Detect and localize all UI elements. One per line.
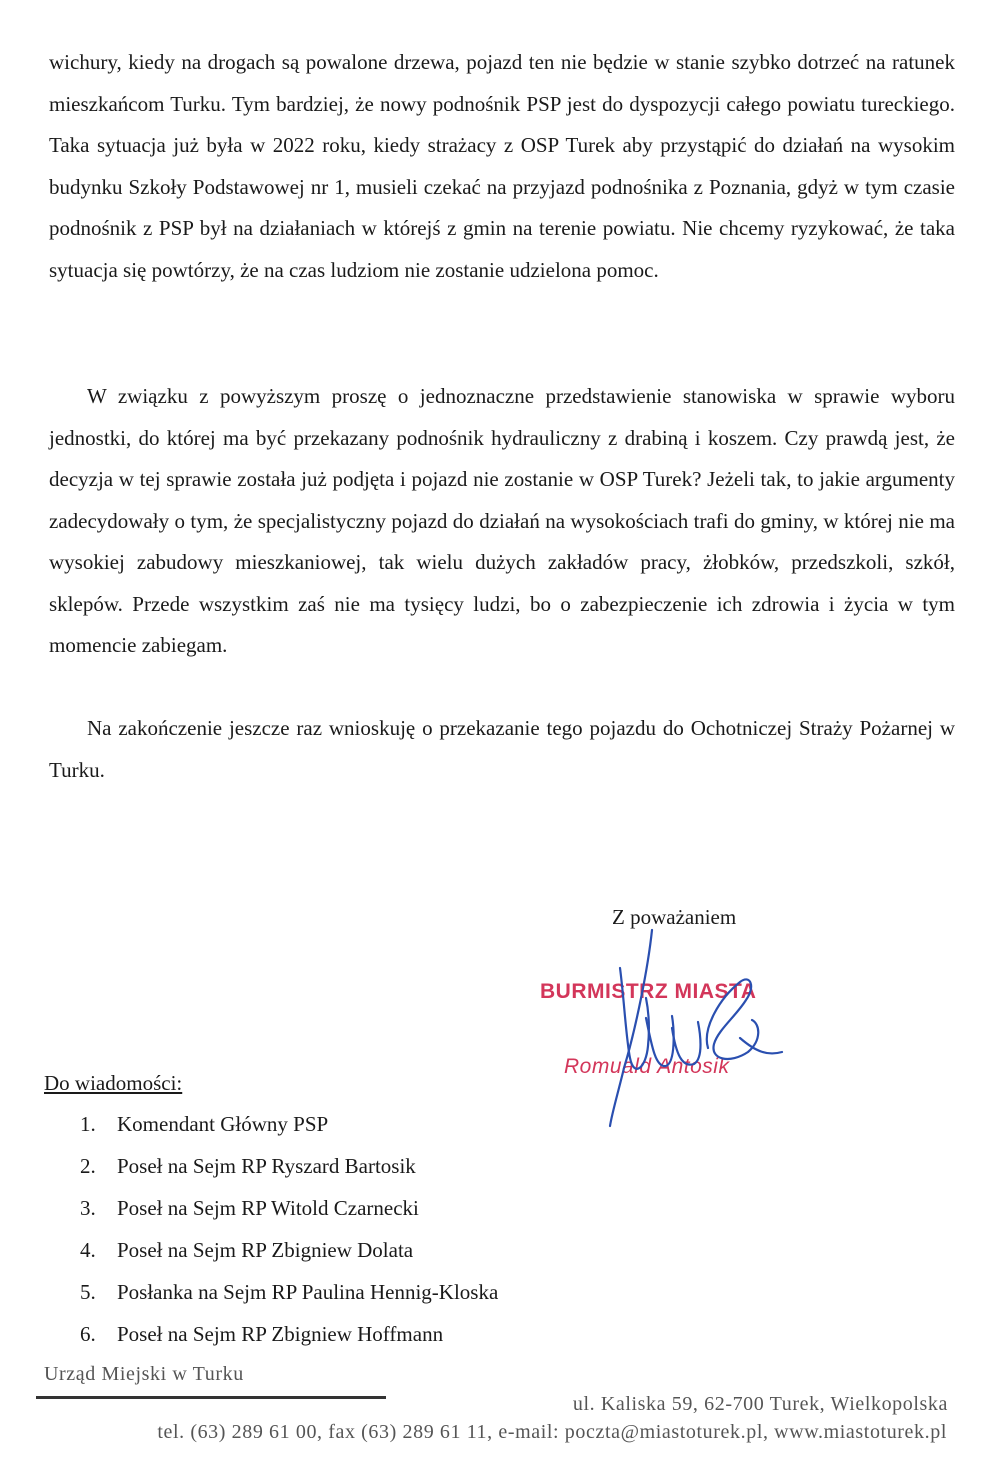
body-paragraph-1: wichury, kiedy na drogach są powalone drzewa, pojazd ten nie będzie w stanie szybko dotrzeć na ratunek mieszkańcom Turku. Tym bardziej, że nowy podnośnik PSP jest do dyspozycji całego powiatu tureckiego. Taka sytuacja już była w 2022 roku, kiedy strażacy z OSP Turek aby przystąpić do działań na wysokim budynku Szkoły Podstawowej nr 1, musieli czekać na przyjazd podnośnika z Poznania, gdyż w tym czasie podnośnik z PSP był na działaniach w którejś z gmin na terenie powiatu. Nie chcemy ryzykować, że taka sytuacja się powtórzy, że na czas ludziom nie zostanie udzielona pomoc. [49, 50, 955, 282]
recipient-item [80, 1231, 498, 1273]
recipient-number: 4. [80, 1238, 96, 1262]
recipients-list [80, 1105, 498, 1357]
recipient-text: Poseł na Sejm RP Witold Czarnecki [117, 1196, 419, 1220]
stamp-title: BURMISTRZ MIASTA [540, 980, 757, 1003]
recipient-text: Posłanka na Sejm RP Paulina Hennig-Kloska [117, 1280, 499, 1304]
recipient-item [80, 1315, 498, 1357]
body-paragraph-2: W związku z powyższym proszę o jednoznaczne przedstawienie stanowiska w sprawie wyboru jednostki, do której ma być przekazany podnośnik hydrauliczny z drabiną i koszem. Czy prawdą jest, że decyzja w tej sprawie została już podjęta i pojazd nie zostanie w OSP Turek? Jeżeli tak, to jakie argumenty zadecydowały o tym, że specjalistyczny pojazd do działań na wysokościach trafi do gminy, w której nie ma wysokiej zabudowy mieszkaniowej, tak wielu dużych zakładów pracy, żłobków, przedszkoli, szkół, sklepów. Przede wszystkim zaś nie ma tysięcy ludzi, bo o zabezpieczenie ich zdrowia i życia w tym momencie zabiegam. [49, 384, 955, 657]
body-paragraph-3: Na zakończenie jeszcze raz wnioskuję o przekazanie tego pojazdu do Ochotniczej Straży Pożarnej w Turku. [49, 716, 955, 782]
recipient-item [80, 1273, 498, 1315]
recipient-number: 5. [80, 1280, 96, 1304]
footer-office-name: Urząd Miejski w Turku [44, 1363, 244, 1385]
recipient-number: 3. [80, 1196, 96, 1220]
closing-greeting: Z poważaniem [612, 905, 737, 929]
footer-divider [36, 1396, 386, 1399]
recipient-item [80, 1189, 498, 1231]
footer-address: ul. Kaliska 59, 62-700 Turek, Wielkopolska [572, 1393, 948, 1415]
recipient-text: Poseł na Sejm RP Ryszard Bartosik [117, 1154, 416, 1178]
recipient-number: 6. [80, 1322, 96, 1346]
recipient-text: Poseł na Sejm RP Zbigniew Dolata [117, 1238, 414, 1262]
recipients-heading: Do wiadomości: [44, 1071, 183, 1095]
recipient-text: Poseł na Sejm RP Zbigniew Hoffmann [117, 1322, 444, 1346]
recipient-item [80, 1105, 498, 1147]
recipient-item [80, 1147, 498, 1189]
recipient-text: Komendant Główny PSP [117, 1112, 329, 1136]
footer-contact: tel. (63) 289 61 00, fax (63) 289 61 11, e-mail: poczta@miastoturek.pl, www.miastoturek.pl [157, 1421, 947, 1443]
recipient-number: 1. [80, 1112, 96, 1136]
stamp-name: Romuald Antosik [564, 1055, 730, 1078]
handwritten-signature [590, 928, 790, 1133]
recipient-number: 2. [80, 1154, 96, 1178]
